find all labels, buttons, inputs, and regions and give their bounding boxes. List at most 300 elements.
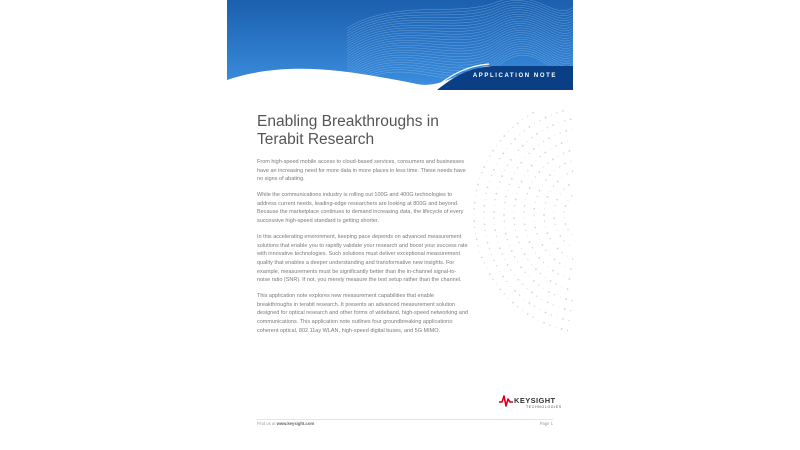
decorative-dot bbox=[522, 310, 523, 311]
decorative-dot bbox=[550, 149, 551, 150]
decorative-dot bbox=[550, 238, 551, 239]
decorative-dot bbox=[491, 254, 492, 255]
decorative-dot bbox=[557, 230, 558, 231]
decorative-dot bbox=[547, 163, 548, 164]
decorative-dot bbox=[560, 132, 561, 133]
decorative-dot bbox=[538, 171, 540, 173]
decorative-dot bbox=[511, 250, 513, 252]
decorative-dot bbox=[524, 272, 525, 273]
decorative-dot bbox=[533, 208, 535, 210]
decorative-dot bbox=[540, 273, 541, 274]
decorative-dot bbox=[527, 313, 529, 315]
decorative-dot bbox=[504, 293, 505, 294]
decorative-dot bbox=[486, 161, 487, 162]
decorative-dot bbox=[484, 218, 485, 219]
decorative-dot bbox=[567, 256, 568, 257]
decorative-dot bbox=[564, 188, 565, 189]
decorative-dot bbox=[517, 193, 518, 194]
decorative-dot bbox=[561, 286, 562, 287]
decorative-dot bbox=[534, 221, 535, 222]
decorative-dot bbox=[554, 211, 555, 212]
keysight-logo bbox=[499, 395, 562, 411]
decorative-dot bbox=[559, 235, 561, 237]
decorative-dot bbox=[529, 241, 531, 243]
decorative-dot bbox=[519, 134, 520, 135]
decorative-dot bbox=[507, 190, 508, 191]
decorative-dot bbox=[486, 236, 487, 237]
decorative-dot bbox=[485, 199, 486, 200]
decorative-dot bbox=[538, 320, 539, 321]
decorative-dot bbox=[539, 120, 540, 121]
decorative-dot bbox=[535, 253, 536, 254]
decorative-dot bbox=[571, 195, 572, 196]
decorative-dot bbox=[474, 215, 475, 216]
decorative-dot bbox=[532, 317, 533, 318]
decorative-dot bbox=[524, 253, 526, 255]
decorative-dot bbox=[539, 309, 540, 310]
decorative-dot bbox=[502, 153, 504, 155]
footer-website bbox=[257, 421, 314, 426]
decorative-dot bbox=[553, 243, 554, 244]
decorative-dot bbox=[561, 252, 562, 253]
decorative-dot bbox=[538, 284, 539, 285]
decorative-dot bbox=[496, 284, 497, 285]
decorative-dot bbox=[483, 211, 484, 212]
decorative-dot bbox=[567, 140, 568, 141]
decorative-dot bbox=[554, 170, 555, 171]
decorative-dot bbox=[534, 123, 535, 124]
decorative-dot bbox=[479, 178, 480, 179]
decorative-dot bbox=[522, 145, 524, 147]
decorative-dot bbox=[554, 294, 555, 295]
decorative-dot bbox=[524, 130, 525, 131]
decorative-dot bbox=[492, 279, 493, 280]
decorative-dot bbox=[517, 306, 518, 307]
decorative-dot bbox=[514, 290, 516, 292]
decorative-dot bbox=[516, 236, 518, 238]
decorative-dot bbox=[557, 248, 559, 250]
decorative-dot bbox=[553, 217, 555, 219]
decorative-dot bbox=[563, 153, 564, 154]
decorative-dot bbox=[552, 124, 554, 126]
decorative-dot bbox=[556, 199, 558, 201]
decorative-dot bbox=[565, 223, 567, 225]
decorative-dot bbox=[504, 227, 505, 228]
decorative-dot bbox=[545, 202, 546, 203]
decorative-dot bbox=[529, 187, 531, 189]
decorative-dot bbox=[496, 193, 498, 195]
decorative-dot bbox=[535, 227, 537, 229]
title-line-1: Enabling Breakthroughs in bbox=[257, 113, 439, 130]
decorative-dot bbox=[497, 187, 498, 188]
decorative-dot bbox=[570, 161, 571, 162]
decorative-dot bbox=[551, 314, 552, 315]
decorative-dot bbox=[500, 140, 501, 141]
decorative-dot bbox=[505, 233, 507, 235]
decorative-dot bbox=[476, 239, 478, 241]
paragraph: This application note explores new measurement capabilities that enable breakthroughs in terabit research. It presents an advanced measurement solution designed for optical research and other forms of wideband, high-speed networking and communications. This application note outlines four groundbreaking applications: coherent optical, 802.11ay WLAN, high-speed digital buses, and 5G MIMO. bbox=[257, 293, 468, 334]
decorative-dot bbox=[477, 184, 479, 186]
website-link[interactable]: www.keysight.com bbox=[276, 421, 315, 426]
decorative-dot bbox=[568, 184, 570, 186]
decorative-dot bbox=[514, 205, 515, 206]
decorative-dot bbox=[475, 233, 476, 234]
decorative-dot bbox=[499, 288, 501, 290]
decorative-dot bbox=[504, 259, 505, 260]
decorative-dot bbox=[487, 186, 489, 188]
decorative-dot bbox=[535, 176, 536, 177]
logo-subtitle: TECHNOLOGIES bbox=[526, 405, 562, 409]
decorative-dot bbox=[548, 137, 550, 139]
decorative-dot bbox=[571, 234, 572, 235]
decorative-dot bbox=[474, 227, 475, 228]
decorative-dot bbox=[536, 295, 537, 296]
decorative-dot bbox=[520, 162, 522, 164]
decorative-dot bbox=[543, 288, 544, 289]
decorative-dot bbox=[568, 245, 569, 246]
decorative-dot bbox=[507, 239, 508, 240]
page-number: Page 1 bbox=[539, 421, 553, 426]
decorative-dot bbox=[531, 292, 533, 294]
decorative-dot bbox=[564, 240, 565, 241]
decorative-dot bbox=[547, 127, 548, 128]
decorative-dot bbox=[565, 130, 567, 132]
decorative-dot bbox=[499, 271, 500, 272]
decorative-dot bbox=[518, 187, 519, 188]
decorative-dot bbox=[522, 284, 523, 285]
decorative-dot bbox=[521, 181, 523, 183]
decorative-dot bbox=[560, 194, 561, 195]
decorative-dot bbox=[562, 110, 564, 112]
decorative-dot bbox=[518, 150, 519, 151]
decorative-dot bbox=[512, 302, 514, 304]
decorative-dot bbox=[529, 302, 531, 304]
decorative-dot bbox=[531, 264, 532, 265]
decorative-dot bbox=[529, 126, 531, 128]
decorative-dot bbox=[542, 130, 543, 131]
decorative-dot bbox=[487, 242, 489, 244]
decorative-dot bbox=[505, 196, 507, 198]
decorative-dot bbox=[557, 273, 558, 274]
decorative-dot bbox=[493, 259, 495, 261]
decorative-dot bbox=[538, 145, 539, 146]
decorative-dot bbox=[486, 268, 487, 269]
decorative-dot bbox=[494, 205, 495, 206]
decorative-dot bbox=[509, 184, 510, 185]
decorative-dot bbox=[540, 156, 541, 157]
decorative-dot bbox=[547, 196, 549, 198]
decorative-dot bbox=[502, 276, 504, 278]
decorative-dot bbox=[508, 131, 509, 132]
page-title bbox=[257, 113, 477, 149]
decorative-dot bbox=[543, 141, 544, 142]
decorative-dot bbox=[545, 312, 547, 314]
decorative-dot bbox=[567, 173, 568, 174]
decorative-dot bbox=[560, 297, 561, 298]
decorative-dot bbox=[543, 214, 545, 216]
decorative-dot bbox=[512, 127, 513, 128]
decorative-dot bbox=[533, 148, 535, 150]
decorative-dot bbox=[559, 262, 560, 263]
decorative-dot bbox=[563, 276, 564, 277]
decorative-dot bbox=[547, 301, 549, 303]
decorative-dot bbox=[538, 257, 540, 259]
decorative-dot bbox=[536, 233, 537, 234]
decorative-dot bbox=[548, 291, 550, 293]
decorative-dot bbox=[539, 239, 540, 240]
decorative-dot bbox=[476, 190, 477, 191]
decorative-dot bbox=[533, 280, 535, 282]
decorative-dot bbox=[494, 224, 495, 225]
decorative-dot bbox=[518, 279, 520, 281]
decorative-dot bbox=[521, 248, 522, 249]
decorative-dot bbox=[499, 181, 500, 182]
decorative-dot bbox=[564, 120, 565, 121]
decorative-dot bbox=[544, 152, 546, 154]
decorative-dot bbox=[564, 211, 565, 212]
document-page bbox=[227, 0, 573, 450]
decorative-dot bbox=[518, 242, 519, 243]
decorative-dot bbox=[496, 145, 497, 146]
decorative-dot bbox=[517, 167, 518, 168]
decorative-dot bbox=[550, 280, 552, 282]
document-type-label: APPLICATION NOTE bbox=[472, 73, 557, 79]
decorative-dot bbox=[561, 142, 563, 144]
paragraph: From high-speed mobile access to cloud-based services, consumers and businesses have an increasing need for more data in more places in less time. These needs have no signs of abating. bbox=[257, 159, 466, 183]
decorative-dot bbox=[517, 122, 519, 124]
footer-prefix: Find us at bbox=[257, 421, 277, 426]
decorative-dot bbox=[567, 330, 568, 331]
decorative-dot bbox=[508, 298, 509, 299]
decorative-dot bbox=[552, 159, 554, 161]
decorative-dot bbox=[524, 223, 526, 225]
decorative-dot bbox=[510, 159, 512, 161]
decorative-dot bbox=[509, 245, 510, 246]
decorative-dot bbox=[532, 247, 533, 248]
decorative-dot bbox=[475, 196, 476, 197]
decorative-dot bbox=[496, 164, 497, 165]
decorative-dot bbox=[527, 259, 528, 260]
decorative-dot bbox=[531, 165, 533, 167]
decorative-dot bbox=[491, 175, 492, 176]
decorative-dot bbox=[494, 229, 496, 231]
header-banner bbox=[227, 0, 573, 90]
decorative-dot bbox=[515, 230, 516, 231]
decorative-dot bbox=[497, 242, 498, 243]
decorative-dot bbox=[554, 135, 555, 136]
decorative-dot bbox=[489, 248, 490, 249]
body-text bbox=[257, 158, 469, 343]
decorative-dot bbox=[572, 170, 573, 172]
decorative-dot bbox=[527, 236, 528, 237]
decorative-dot bbox=[551, 115, 552, 116]
decorative-dot bbox=[489, 155, 490, 156]
decorative-dot bbox=[493, 211, 495, 213]
decorative-dot bbox=[567, 288, 569, 290]
footer-divider bbox=[257, 419, 553, 420]
decorative-dot bbox=[481, 256, 483, 258]
decorative-dot bbox=[549, 325, 550, 326]
decorative-dot bbox=[474, 208, 475, 209]
decorative-dot bbox=[553, 186, 554, 187]
decorative-dot bbox=[536, 196, 537, 197]
decorative-dot bbox=[495, 199, 496, 200]
decorative-dot bbox=[524, 175, 525, 176]
decorative-dot bbox=[536, 133, 538, 135]
decorative-dot bbox=[533, 214, 534, 215]
decorative-dot bbox=[568, 200, 569, 201]
decorative-dot bbox=[555, 327, 556, 328]
decorative-dot bbox=[535, 202, 536, 203]
decorative-dot bbox=[556, 112, 557, 113]
decorative-dot bbox=[484, 223, 486, 225]
decorative-dot bbox=[501, 253, 502, 254]
decorative-dot bbox=[522, 119, 523, 120]
decorative-dot bbox=[558, 307, 559, 308]
decorative-dot bbox=[524, 299, 525, 300]
decorative-dot bbox=[479, 251, 480, 252]
decorative-dot bbox=[501, 175, 503, 177]
decorative-dot bbox=[569, 150, 571, 152]
decorative-dot bbox=[565, 298, 567, 300]
decorative-dot bbox=[506, 281, 507, 282]
decorative-dot bbox=[524, 218, 525, 219]
decorative-dot bbox=[515, 199, 517, 201]
decorative-dot bbox=[544, 208, 545, 209]
decorative-dot bbox=[555, 145, 556, 146]
decorative-dot bbox=[525, 230, 526, 231]
decorative-dot bbox=[547, 232, 549, 234]
decorative-dot bbox=[562, 318, 564, 320]
decorative-dot bbox=[572, 129, 573, 130]
decorative-dot bbox=[514, 138, 516, 140]
decorative-dot bbox=[570, 310, 571, 311]
decorative-dot bbox=[527, 170, 528, 171]
decorative-dot bbox=[493, 217, 494, 218]
decorative-dot bbox=[527, 193, 528, 194]
decorative-dot bbox=[514, 224, 515, 225]
decorative-dot bbox=[489, 181, 490, 182]
decorative-dot bbox=[504, 202, 505, 203]
decorative-dot bbox=[520, 266, 522, 268]
decorative-dot bbox=[564, 218, 565, 219]
decorative-dot bbox=[523, 211, 524, 212]
decorative-dot bbox=[510, 286, 511, 287]
decorative-dot bbox=[513, 217, 515, 219]
decorative-dot bbox=[565, 205, 567, 207]
decorative-dot bbox=[557, 181, 559, 183]
decorative-dot bbox=[473, 220, 475, 222]
decorative-dot bbox=[545, 277, 546, 278]
decorative-dot bbox=[514, 211, 515, 212]
decorative-dot bbox=[557, 317, 558, 318]
paragraph: While the communications industry is rolling out 100G and 400G technologies to address current needs, leading-edge researchers are looking at 800G and beyond. Because the marketplace continues to demand increasing data, the lifecycle of every successive high-speed standard is getting shorter. bbox=[257, 192, 464, 225]
decorative-dot bbox=[511, 178, 513, 180]
keysight-waveform-icon bbox=[499, 395, 513, 407]
decorative-dot bbox=[496, 236, 497, 237]
decorative-dot bbox=[525, 199, 526, 200]
decorative-dot bbox=[548, 266, 549, 267]
decorative-dot bbox=[543, 262, 544, 263]
decorative-dot bbox=[558, 122, 559, 123]
decorative-dot bbox=[544, 221, 545, 222]
decorative-dot bbox=[558, 156, 559, 157]
decorative-dot bbox=[529, 153, 530, 154]
decorative-dot bbox=[527, 141, 528, 142]
decorative-dot bbox=[510, 143, 511, 144]
decorative-dot bbox=[527, 115, 528, 116]
decorative-dot bbox=[514, 154, 515, 155]
decorative-dot bbox=[572, 258, 573, 260]
decorative-dot bbox=[532, 182, 533, 183]
decorative-dot bbox=[492, 150, 494, 152]
decorative-dot bbox=[514, 256, 515, 257]
decorative-dot bbox=[550, 191, 551, 192]
decorative-dot bbox=[571, 300, 572, 301]
decorative-dot bbox=[514, 173, 515, 174]
decorative-dot bbox=[527, 288, 528, 289]
decorative-dot bbox=[564, 308, 566, 310]
decorative-dot bbox=[507, 164, 508, 165]
decorative-dot bbox=[489, 273, 491, 275]
decorative-dot bbox=[569, 278, 571, 280]
decorative-dot bbox=[519, 295, 520, 296]
decorative-dot bbox=[535, 160, 536, 161]
decorative-dot bbox=[486, 193, 487, 194]
decorative-dot bbox=[504, 221, 505, 222]
logo-wordmark: KEYSIGHT bbox=[514, 396, 556, 405]
decorative-dot bbox=[552, 304, 553, 305]
decorative-dot bbox=[543, 322, 545, 324]
decorative-dot bbox=[504, 170, 505, 171]
decorative-dot bbox=[510, 269, 511, 270]
decorative-dot bbox=[503, 214, 505, 216]
decorative-dot bbox=[481, 172, 482, 173]
decorative-dot bbox=[499, 158, 500, 159]
decorative-dot bbox=[562, 177, 563, 178]
title-line-2: Terabit Research bbox=[257, 131, 375, 148]
decorative-dot bbox=[555, 205, 556, 206]
decorative-dot bbox=[543, 167, 544, 168]
decorative-dot bbox=[525, 157, 526, 158]
decorative-dot bbox=[506, 148, 507, 149]
decorative-dot bbox=[484, 262, 485, 263]
decorative-dot bbox=[549, 174, 551, 176]
decorative-dot bbox=[565, 266, 566, 267]
decorative-dot bbox=[568, 320, 569, 321]
decorative-dot bbox=[484, 230, 485, 231]
decorative-dot bbox=[503, 135, 505, 137]
decorative-dot bbox=[542, 185, 543, 186]
decorative-dot bbox=[570, 268, 572, 270]
decorative-dot bbox=[499, 247, 501, 249]
decorative-dot bbox=[514, 275, 515, 276]
decorative-dot bbox=[542, 244, 544, 246]
decorative-dot bbox=[477, 245, 478, 246]
decorative-dot bbox=[554, 258, 556, 260]
decorative-dot bbox=[531, 137, 532, 138]
decorative-dot bbox=[532, 112, 534, 114]
decorative-dot bbox=[550, 255, 551, 256]
decorative-dot bbox=[496, 265, 497, 266]
decorative-dot bbox=[493, 169, 495, 171]
decorative-dot bbox=[534, 306, 535, 307]
decorative-dot bbox=[524, 205, 526, 207]
decorative-dot bbox=[559, 166, 560, 167]
decorative-dot bbox=[539, 190, 541, 192]
decorative-dot bbox=[555, 224, 556, 225]
decorative-dot bbox=[504, 208, 505, 209]
